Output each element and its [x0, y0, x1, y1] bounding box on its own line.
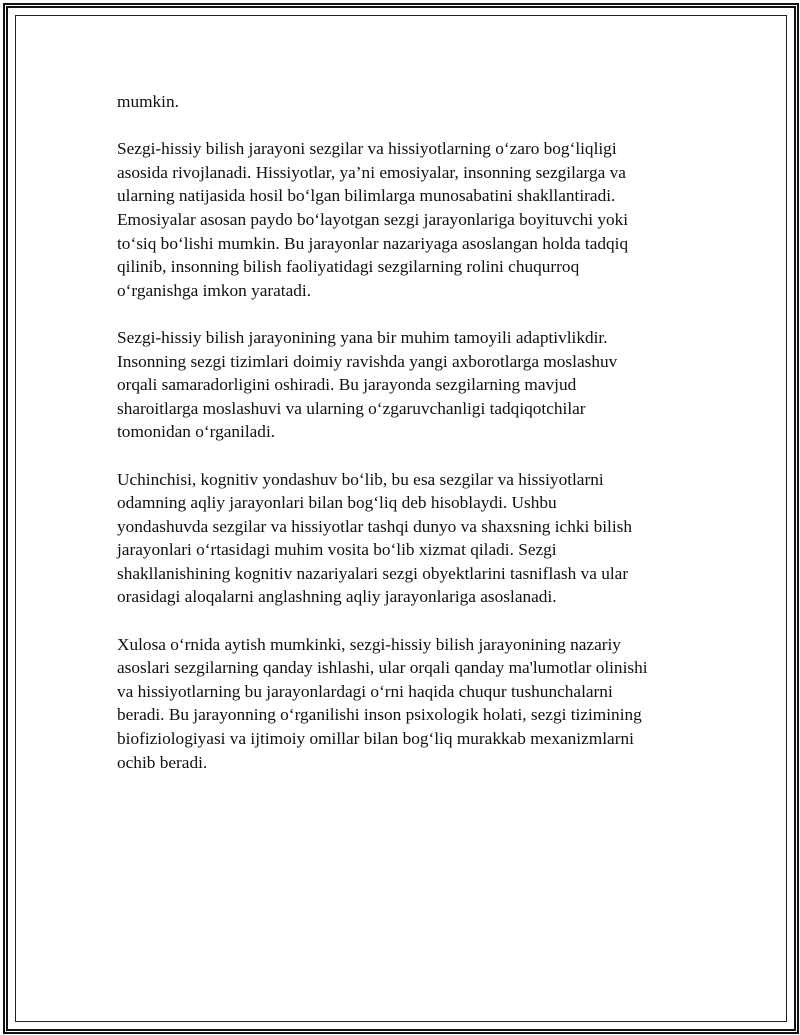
paragraph-continuation — [117, 90, 697, 114]
text-line: sharoitlarga moslashuvi va ularning o‘zgaruvchanligi tadqiqotchilar — [117, 398, 586, 418]
text-line: odamning aqliy jarayonlari bilan bog‘liq deb hisoblaydi. Ushbu — [117, 493, 557, 513]
paragraph-adaptivity — [117, 326, 697, 444]
text-line: asoslari sezgilarning qanday ishlashi, ular orqali qanday ma'lumotlar olinishi — [117, 658, 648, 678]
paragraph-sensory-emotional-relation — [117, 137, 697, 302]
text-line: va hissiyotlarning bu jarayonlardagi o‘rni haqida chuqur tushunchalarni — [117, 681, 613, 701]
text-line: ochib beradi. — [117, 752, 208, 772]
text-line: to‘siq bo‘lishi mumkin. Bu jarayonlar nazariyaga asoslangan holda tadqiq — [117, 233, 629, 253]
text-line: asosida rivojlanadi. Hissiyotlar, ya’ni emosiyalar, insonning sezgilarga va — [117, 162, 626, 182]
text-line: beradi. Bu jarayonning o‘rganilishi inson psixologik holati, sezgi tizimining — [117, 705, 642, 725]
text-line: orqali samaradorligini oshiradi. Bu jarayonda sezgilarning mavjud — [117, 375, 577, 395]
text-line: qilinib, insonning bilish faoliyatidagi sezgilarning rolini chuqurroq — [117, 257, 580, 277]
paragraph-conclusion — [117, 633, 697, 775]
text-line: shakllanishining kognitiv nazariyalari sezgi obyektlarini tasniflash va ular — [117, 563, 629, 583]
text-line: ularning natijasida hosil bo‘lgan bilimlarga munosabatini shakllantiradi. — [117, 186, 616, 206]
text-line: Xulosa o‘rnida aytish mumkinki, sezgi-hissiy bilish jarayonining nazariy — [117, 634, 621, 654]
text-line: Emosiyalar asosan paydo bo‘layotgan sezgi jarayonlariga boyituvchi yoki — [117, 209, 629, 229]
text-line: Insonning sezgi tizimlari doimiy ravishda yangi axborotlarga moslashuv — [117, 351, 618, 371]
text-line: Sezgi-hissiy bilish jarayoni sezgilar va hissiyotlarning o‘zaro bog‘liqligi — [117, 139, 617, 159]
text-line: tomonidan o‘rganiladi. — [117, 422, 276, 442]
text-line: orasidagi aloqalarni anglashning aqliy jarayonlariga asoslanadi. — [117, 587, 557, 607]
text-line: jarayonlari o‘rtasidagi muhim vosita bo‘lib xizmat qiladi. Sezgi — [117, 540, 557, 560]
text-line: biofiziologiyasi va ijtimoiy omillar bilan bog‘liq murakkab mexanizmlarni — [117, 729, 634, 749]
text-line: yondashuvda sezgilar va hissiyotlar tashqi dunyo va shaxsning ichki bilish — [117, 516, 633, 536]
text-line: o‘rganishga imkon yaratadi. — [117, 280, 312, 300]
text-line: Sezgi-hissiy bilish jarayonining yana bir muhim tamoyili adaptivlikdir. — [117, 327, 608, 347]
text-line: Uchinchisi, kognitiv yondashuv bo‘lib, bu esa sezgilar va hissiyotlarni — [117, 469, 604, 489]
paragraph-cognitive-approach — [117, 468, 697, 610]
document-body — [117, 90, 697, 798]
text-line: mumkin. — [117, 92, 179, 111]
